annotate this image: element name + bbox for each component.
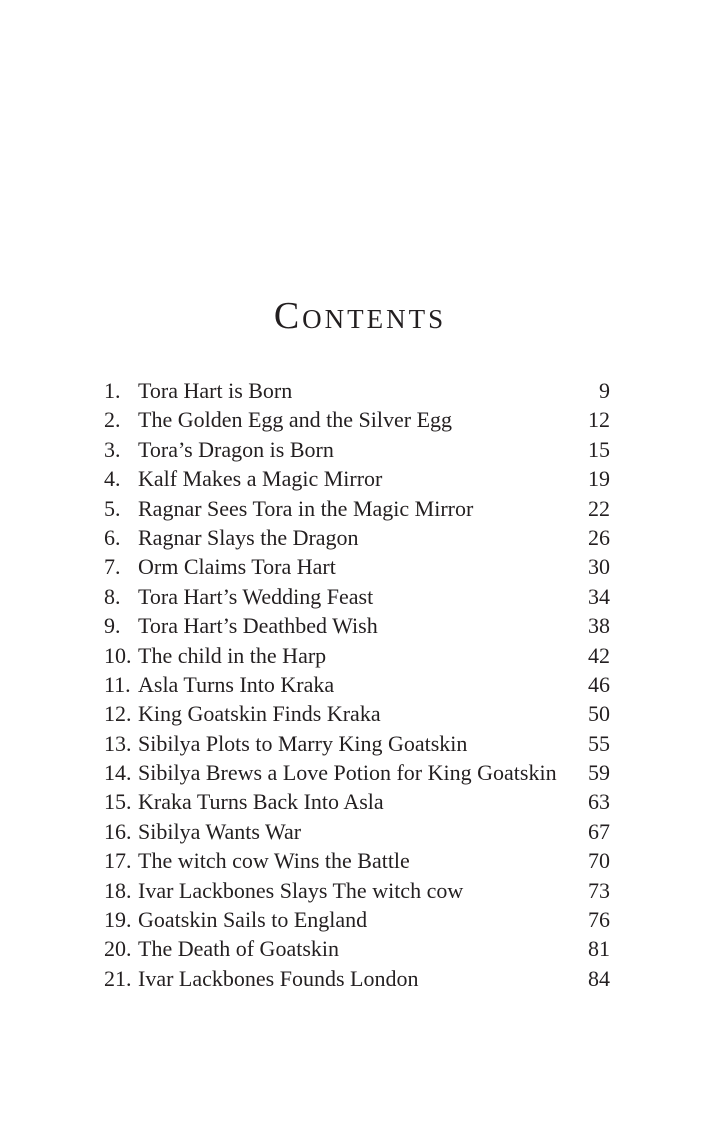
chapter-number: 3. [104, 436, 121, 462]
chapter-number: 8. [104, 583, 121, 609]
chapter-number: 13. [104, 730, 132, 756]
page-number: 81 [588, 936, 610, 962]
toc-entry [104, 699, 610, 728]
page-number: 63 [588, 789, 610, 815]
chapter-title: Sibilya Wants War [138, 818, 302, 844]
page-number: 42 [588, 642, 610, 668]
toc-entry [104, 670, 610, 699]
toc-entry [104, 494, 610, 523]
chapter-title: Tora’s Dragon is Born [138, 436, 334, 462]
toc-entry [104, 905, 610, 934]
chapter-number: 11. [104, 671, 131, 697]
chapter-number: 2. [104, 407, 121, 433]
page-number: 15 [588, 436, 610, 462]
chapter-number: 16. [104, 818, 132, 844]
chapter-number: 10. [104, 642, 132, 668]
chapter-number: 12. [104, 701, 132, 727]
chapter-title: Kraka Turns Back Into Asla [138, 789, 384, 815]
toc-entry [104, 641, 610, 670]
chapter-number: 19. [104, 907, 132, 933]
chapter-title: Sibilya Brews a Love Potion for King Goatskin [138, 760, 557, 786]
page-number: 30 [588, 554, 610, 580]
chapter-number: 17. [104, 848, 132, 874]
toc-entry [104, 876, 610, 905]
toc-entry [104, 846, 610, 875]
page-number: 38 [588, 613, 610, 639]
page-number: 73 [588, 877, 610, 903]
chapter-title: Sibilya Plots to Marry King Goatskin [138, 730, 468, 756]
chapter-title: Ragnar Sees Tora in the Magic Mirror [138, 495, 474, 521]
page-number: 70 [588, 848, 610, 874]
toc-entry [104, 582, 610, 611]
toc-entry [104, 405, 610, 434]
page-number: 34 [588, 583, 610, 609]
chapter-number: 20. [104, 936, 132, 962]
page-number: 55 [588, 730, 610, 756]
chapter-number: 14. [104, 760, 132, 786]
page-title: Contents [273, 295, 447, 337]
chapter-number: 6. [104, 524, 121, 550]
page-number: 59 [588, 760, 610, 786]
toc-entry [104, 817, 610, 846]
chapter-number: 1. [104, 378, 121, 403]
chapter-title: King Goatskin Finds Kraka [138, 701, 381, 727]
chapter-title: Orm Claims Tora Hart [138, 554, 336, 580]
page-number: 76 [588, 907, 610, 933]
chapter-title: The child in the Harp [138, 642, 327, 668]
toc-entry [104, 729, 610, 758]
toc-entry [104, 964, 610, 993]
page-number: 84 [588, 965, 610, 991]
page-number: 19 [588, 466, 610, 492]
page-number: 50 [588, 701, 610, 727]
toc-entry [104, 464, 610, 493]
toc-entry [104, 934, 610, 963]
chapter-title: Ivar Lackbones Founds London [138, 965, 419, 991]
page-number: 9 [599, 378, 610, 403]
chapter-title: Tora Hart’s Wedding Feast [138, 583, 374, 609]
chapter-title: Tora Hart is Born [138, 378, 293, 403]
chapter-number: 5. [104, 495, 121, 521]
chapter-number: 18. [104, 877, 132, 903]
chapter-title: Ivar Lackbones Slays The witch cow [138, 877, 464, 903]
page-number: 22 [588, 495, 610, 521]
page-number: 26 [588, 524, 610, 550]
page-number: 67 [588, 818, 610, 844]
toc-entry [104, 758, 610, 787]
chapter-title: Ragnar Slays the Dragon [138, 524, 359, 550]
chapter-title: The Golden Egg and the Silver Egg [138, 407, 453, 433]
toc-entry [104, 787, 610, 816]
chapter-number: 21. [104, 965, 132, 991]
chapter-title: The Death of Goatskin [138, 936, 339, 962]
chapter-number: 9. [104, 613, 121, 639]
chapter-title: Tora Hart’s Deathbed Wish [138, 613, 378, 639]
toc-entry [104, 611, 610, 640]
chapter-title: Kalf Makes a Magic Mirror [138, 466, 383, 492]
chapter-number: 7. [104, 554, 121, 580]
table-of-contents [104, 376, 610, 993]
chapter-number: 15. [104, 789, 132, 815]
page-number: 46 [588, 671, 610, 697]
chapter-title: The witch cow Wins the Battle [138, 848, 410, 874]
toc-entry [104, 523, 610, 552]
chapter-number: 4. [104, 466, 121, 492]
toc-entry [104, 552, 610, 581]
page-number: 12 [588, 407, 610, 433]
toc-entry [104, 435, 610, 464]
chapter-title: Goatskin Sails to England [138, 907, 368, 933]
chapter-title: Asla Turns Into Kraka [138, 671, 335, 697]
toc-entry [104, 376, 610, 405]
